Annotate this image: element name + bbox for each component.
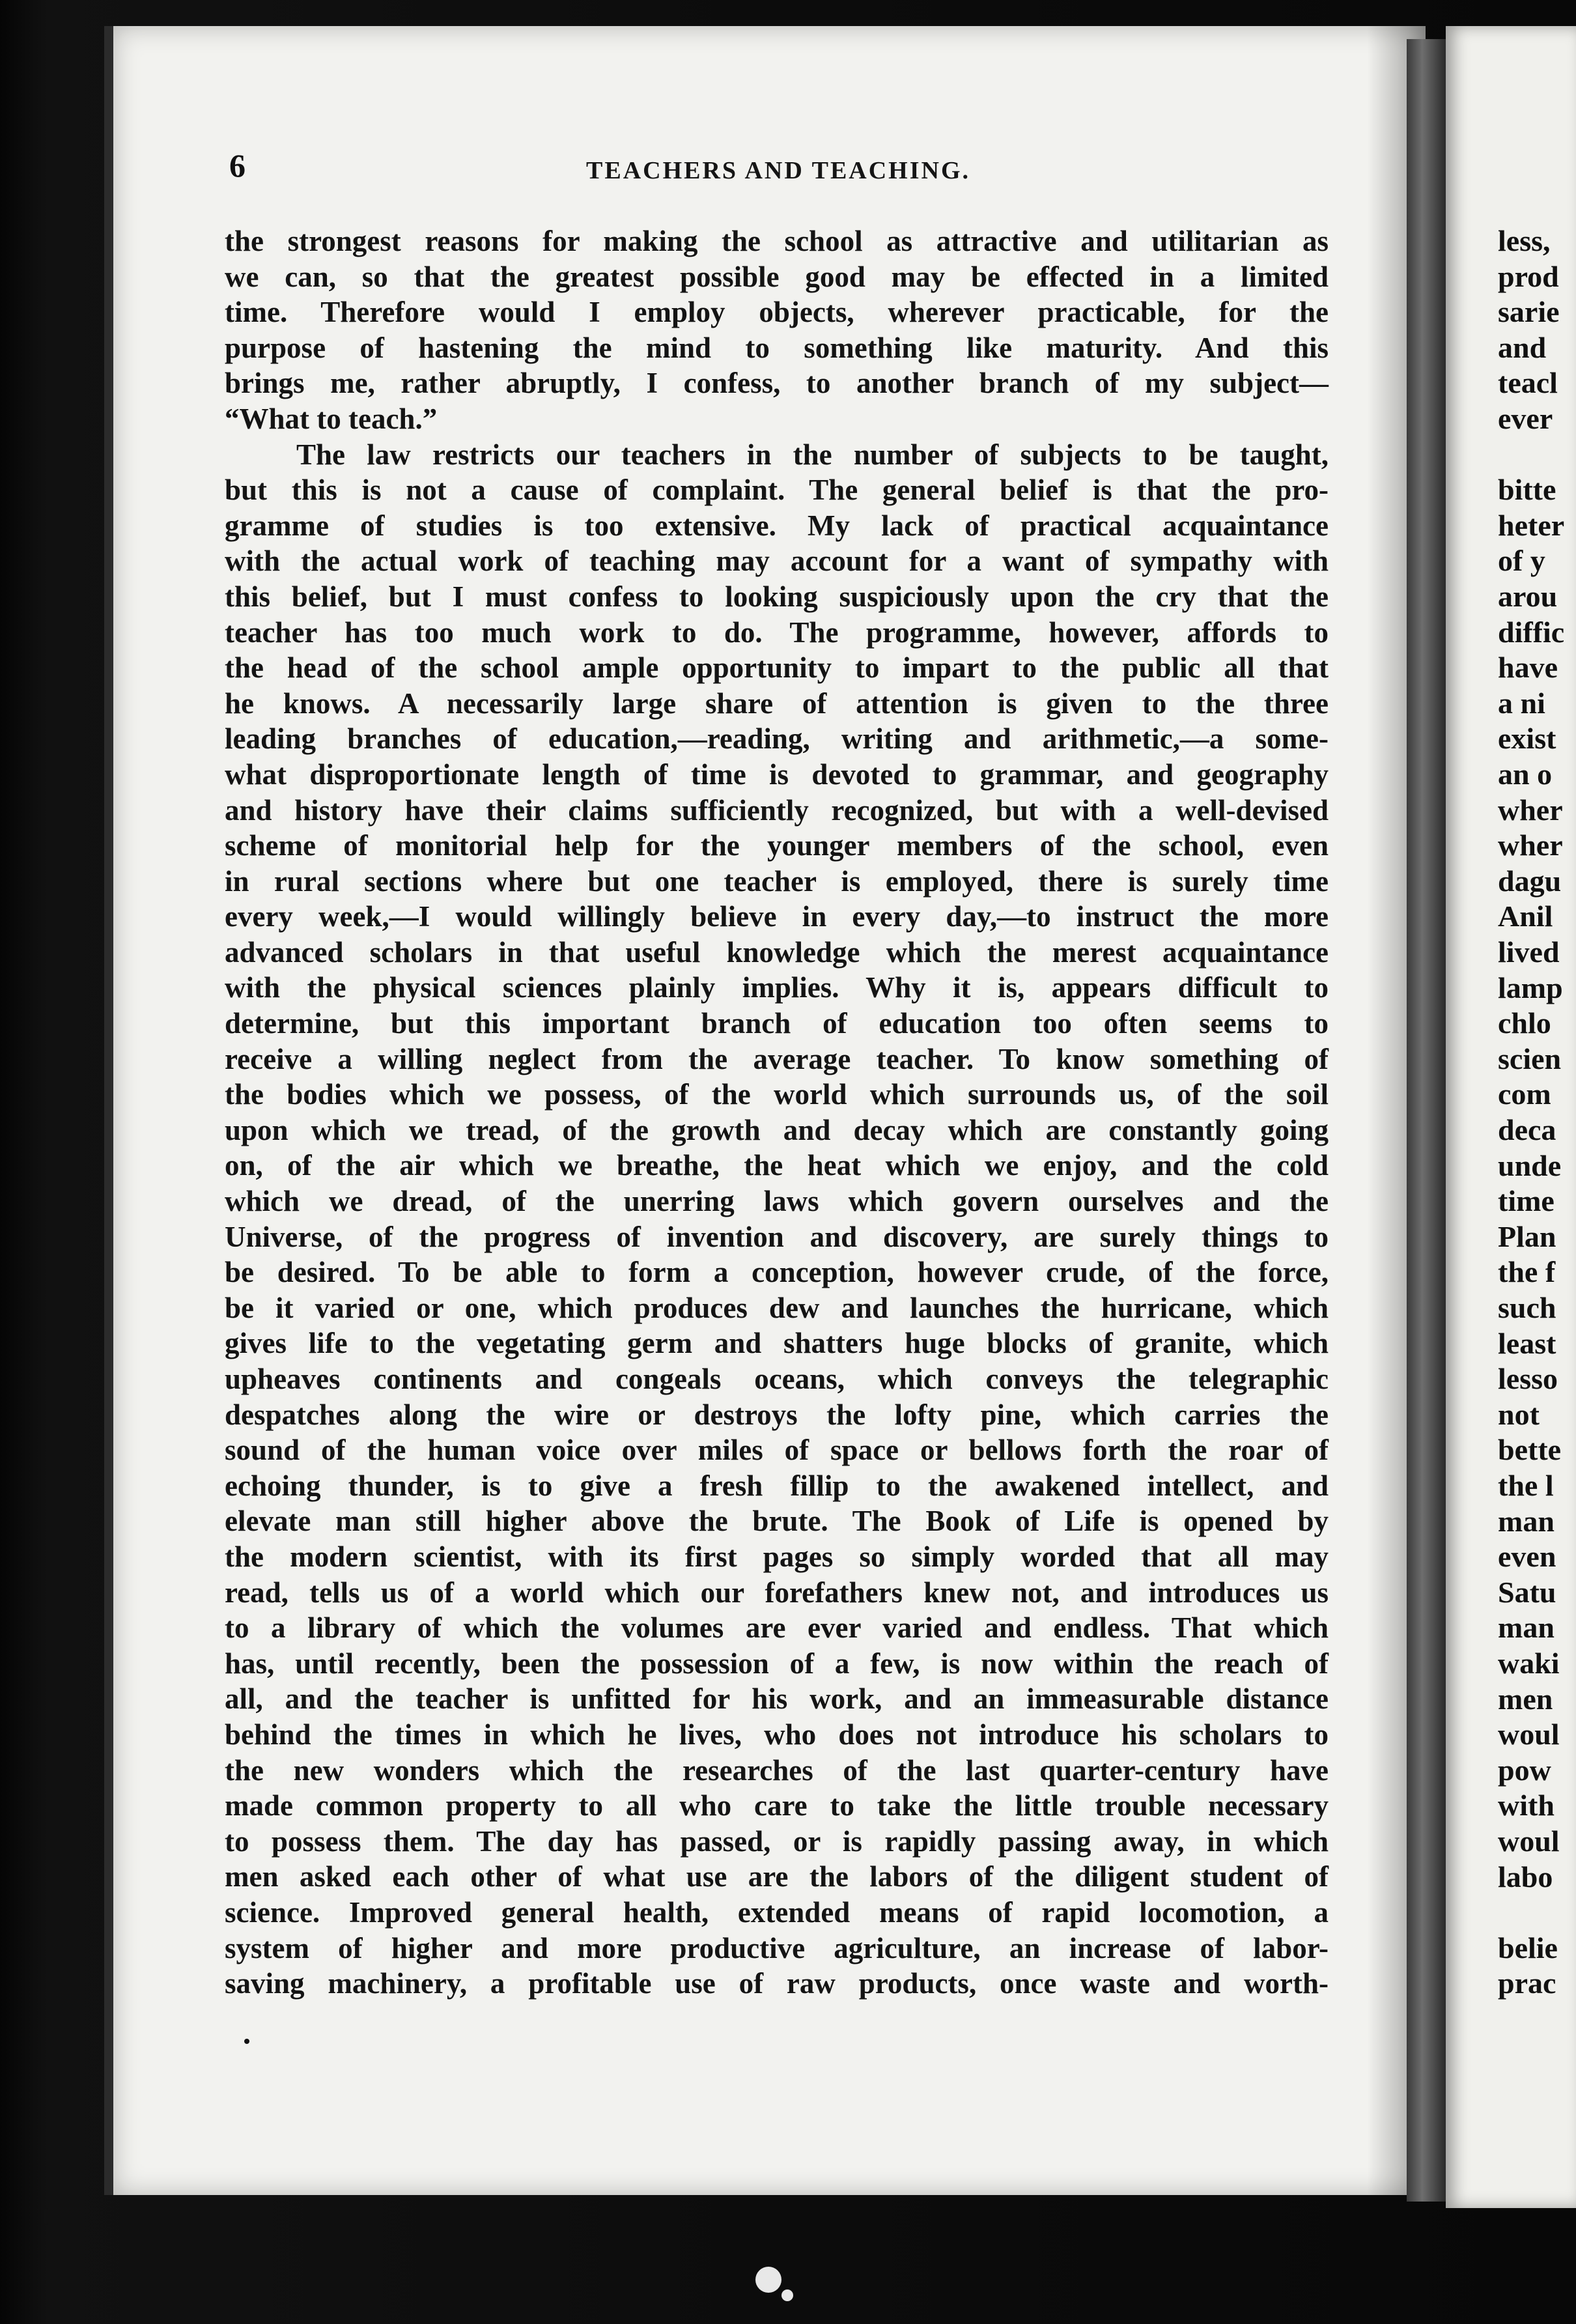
- right-page-fragment: a ni: [1498, 686, 1545, 720]
- text-line: upon which we tread, of the growth and decay which are constantly going: [225, 1113, 1329, 1146]
- text-line: on, of the air which we breathe, the heat which we enjoy, and the cold: [225, 1149, 1329, 1182]
- text-line: in rural sections where but one teacher is employed, there is surely time: [225, 864, 1329, 898]
- right-page-fragment: and: [1498, 330, 1547, 364]
- text-line: upheaves continents and congeals oceans, which conveys the telegraphic: [225, 1363, 1329, 1395]
- scan-speck: [781, 2289, 793, 2301]
- right-page-fragment: the f: [1498, 1255, 1556, 1289]
- right-page-fragment: Plan: [1498, 1219, 1556, 1253]
- text-line: brings me, rather abruptly, I confess, to another branch of my subject—: [225, 367, 1329, 400]
- text-line: teacher has too much work to do. The programme, however, affords to: [225, 616, 1329, 649]
- text-line: science. Improved general health, extended means of rapid locomotion, a: [225, 1895, 1329, 1929]
- text-line: elevate man still higher above the brute. The Book of Life is opened by: [225, 1505, 1329, 1538]
- right-page-fragment: with: [1498, 1789, 1555, 1822]
- right-page-fragment: scien: [1498, 1042, 1562, 1075]
- text-line: saving machinery, a profitable use of raw products, once waste and worth-: [225, 1967, 1329, 2000]
- right-page-fragment: waki: [1498, 1647, 1560, 1680]
- body-text: [225, 223, 1329, 2002]
- page-number: 6: [229, 147, 246, 184]
- scan-speck: [244, 2039, 249, 2044]
- text-line: but this is not a cause of complaint. The general belief is that the pro-: [225, 474, 1329, 507]
- right-page-fragment: Anil: [1498, 900, 1553, 933]
- text-line: read, tells us of a world which our forefathers knew not, and introduces us: [225, 1576, 1329, 1609]
- text-line: with the physical sciences plainly implies. Why it is, appears difficult to: [225, 971, 1329, 1004]
- right-page-fragment: man: [1498, 1504, 1555, 1538]
- text-line: gramme of studies is too extensive. My lack of practical acquaintance: [225, 509, 1329, 542]
- right-page-fragment: less,: [1498, 224, 1551, 257]
- text-line: and history have their claims sufficiently recognized, but with a well-devised: [225, 793, 1329, 827]
- right-page-fragment: prod: [1498, 259, 1559, 293]
- right-page-fragment: woul: [1498, 1718, 1560, 1751]
- text-line: despatches along the wire or destroys the lofty pine, which carries the: [225, 1398, 1329, 1431]
- text-line: all, and the teacher is unfitted for his work, and an immeasurable distance: [225, 1682, 1329, 1716]
- right-page-fragment: bitte: [1498, 473, 1556, 507]
- text-line: purpose of hastening the mind to something like maturity. And this: [225, 331, 1329, 364]
- right-page-fragment: pow: [1498, 1753, 1551, 1787]
- right-page-fragment: com: [1498, 1077, 1551, 1111]
- text-line: we can, so that the greatest possible good may be effected in a limited: [225, 260, 1329, 293]
- right-page-fragment: wher: [1498, 829, 1563, 862]
- text-line: advanced scholars in that useful knowledge which the merest acquaintance: [225, 935, 1329, 969]
- right-page-fragment: men: [1498, 1682, 1553, 1716]
- right-page-fragment: man: [1498, 1611, 1555, 1645]
- right-page-fragment: the l: [1498, 1469, 1554, 1502]
- text-line: men asked each other of what use are the labors of the diligent student of: [225, 1860, 1329, 1893]
- text-line: time. Therefore would I employ objects, wherever practicable, for the: [225, 296, 1329, 329]
- text-line: Universe, of the progress of invention and discovery, are surely things to: [225, 1220, 1329, 1253]
- right-page-fragment: bette: [1498, 1433, 1562, 1467]
- text-line: the modern scientist, with its first pages so simply worded that all may: [225, 1540, 1329, 1573]
- text-line: gives life to the vegetating germ and shatters huge blocks of granite, which: [225, 1327, 1329, 1360]
- right-page-fragment: not: [1498, 1397, 1540, 1431]
- right-page-fragment: labo: [1498, 1860, 1553, 1893]
- text-line: which we dread, of the unerring laws which govern ourselves and the: [225, 1185, 1329, 1218]
- text-line: be desired. To be able to form a conception, however crude, of the force,: [225, 1256, 1329, 1289]
- right-page-fragment: teacl: [1498, 366, 1558, 400]
- right-page-fragment: heter: [1498, 508, 1565, 542]
- text-line: the new wonders which the researches of the last quarter-century have: [225, 1753, 1329, 1787]
- text-line: to a library of which the volumes are ever varied and endless. That which: [225, 1611, 1329, 1645]
- right-page-fragment: have: [1498, 651, 1558, 685]
- text-line: echoing thunder, is to give a fresh fillip to the awakened intellect, and: [225, 1469, 1329, 1502]
- right-page-fragment: sarie: [1498, 295, 1560, 329]
- text-line: what disproportionate length of time is devoted to grammar, and geography: [225, 758, 1329, 791]
- scan-speck: [44, 2208, 48, 2225]
- right-page-fragment: lesso: [1498, 1362, 1558, 1396]
- text-line: be it varied or one, which produces dew and launches the hurricane, which: [225, 1291, 1329, 1324]
- text-line: the bodies which we possess, of the world which surrounds us, of the soil: [225, 1078, 1329, 1111]
- text-line: with the actual work of teaching may account for a want of sympathy with: [225, 545, 1329, 578]
- running-head: TEACHERS AND TEACHING.: [586, 157, 971, 184]
- text-line: he knows. A necessarily large share of attention is given to the three: [225, 687, 1329, 720]
- text-line: made common property to all who care to take the little trouble necessary: [225, 1789, 1329, 1822]
- text-line: this belief, but I must confess to looking suspiciously upon the cry that the: [225, 580, 1329, 613]
- text-line: leading branches of education,—reading, writing and arithmetic,—a some-: [225, 722, 1329, 756]
- right-page-fragment: arou: [1498, 580, 1558, 613]
- text-line: behind the times in which he lives, who does not introduce his scholars to: [225, 1718, 1329, 1751]
- right-page-fragment: belie: [1498, 1931, 1558, 1964]
- right-page-fragment: prac: [1498, 1966, 1556, 2000]
- right-page-fragment: unde: [1498, 1148, 1562, 1182]
- text-line: receive a willing neglect from the average teacher. To know something of: [225, 1042, 1329, 1075]
- text-line: every week,—I would willingly believe in every day,—to instruct the more: [225, 900, 1329, 933]
- text-line: sound of the human voice over miles of space or bellows forth the roar of: [225, 1434, 1329, 1467]
- right-page-fragment: time: [1498, 1184, 1555, 1218]
- text-line: the head of the school ample opportunity to impart to the public all that: [225, 651, 1329, 685]
- right-page-fragment: an o: [1498, 758, 1553, 791]
- right-page-fragment: ever: [1498, 402, 1553, 435]
- text-line: system of higher and more productive agriculture, an increase of labor-: [225, 1931, 1329, 1964]
- scan-speck: [755, 2267, 781, 2293]
- text-line: determine, but this important branch of education too often seems to: [225, 1007, 1329, 1040]
- right-page-fragment: lived: [1498, 935, 1560, 969]
- right-page-fragment: even: [1498, 1540, 1556, 1574]
- text-line: scheme of monitorial help for the younger members of the school, even: [225, 829, 1329, 862]
- right-page-fragment: least: [1498, 1326, 1556, 1360]
- right-page-fragment: wher: [1498, 793, 1563, 827]
- text-line: has, until recently, been the possession of a few, is now within the reach of: [225, 1647, 1329, 1680]
- right-page-fragment: deca: [1498, 1113, 1556, 1146]
- right-page-fragment: lamp: [1498, 971, 1563, 1004]
- right-page-fragment: Satu: [1498, 1575, 1556, 1609]
- right-page-fragment: woul: [1498, 1824, 1560, 1858]
- right-page-fragment: diffic: [1498, 615, 1565, 649]
- text-line: to possess them. The day has passed, or is rapidly passing away, in which: [225, 1824, 1329, 1858]
- text-line: The law restricts our teachers in the number of subjects to be taught,: [296, 438, 1329, 471]
- right-page-fragment: chlo: [1498, 1006, 1551, 1040]
- text-line: “What to teach.”: [225, 402, 438, 435]
- right-page-fragment: of y: [1498, 544, 1545, 578]
- right-page-fragment: exist: [1498, 722, 1556, 756]
- text-line: the strongest reasons for making the school as attractive and utilitarian as: [225, 225, 1329, 257]
- right-page-fragment: dagu: [1498, 864, 1562, 898]
- book-page-right: [1446, 26, 1576, 2208]
- right-page-fragment: such: [1498, 1291, 1556, 1324]
- book-spine: [1407, 39, 1446, 2202]
